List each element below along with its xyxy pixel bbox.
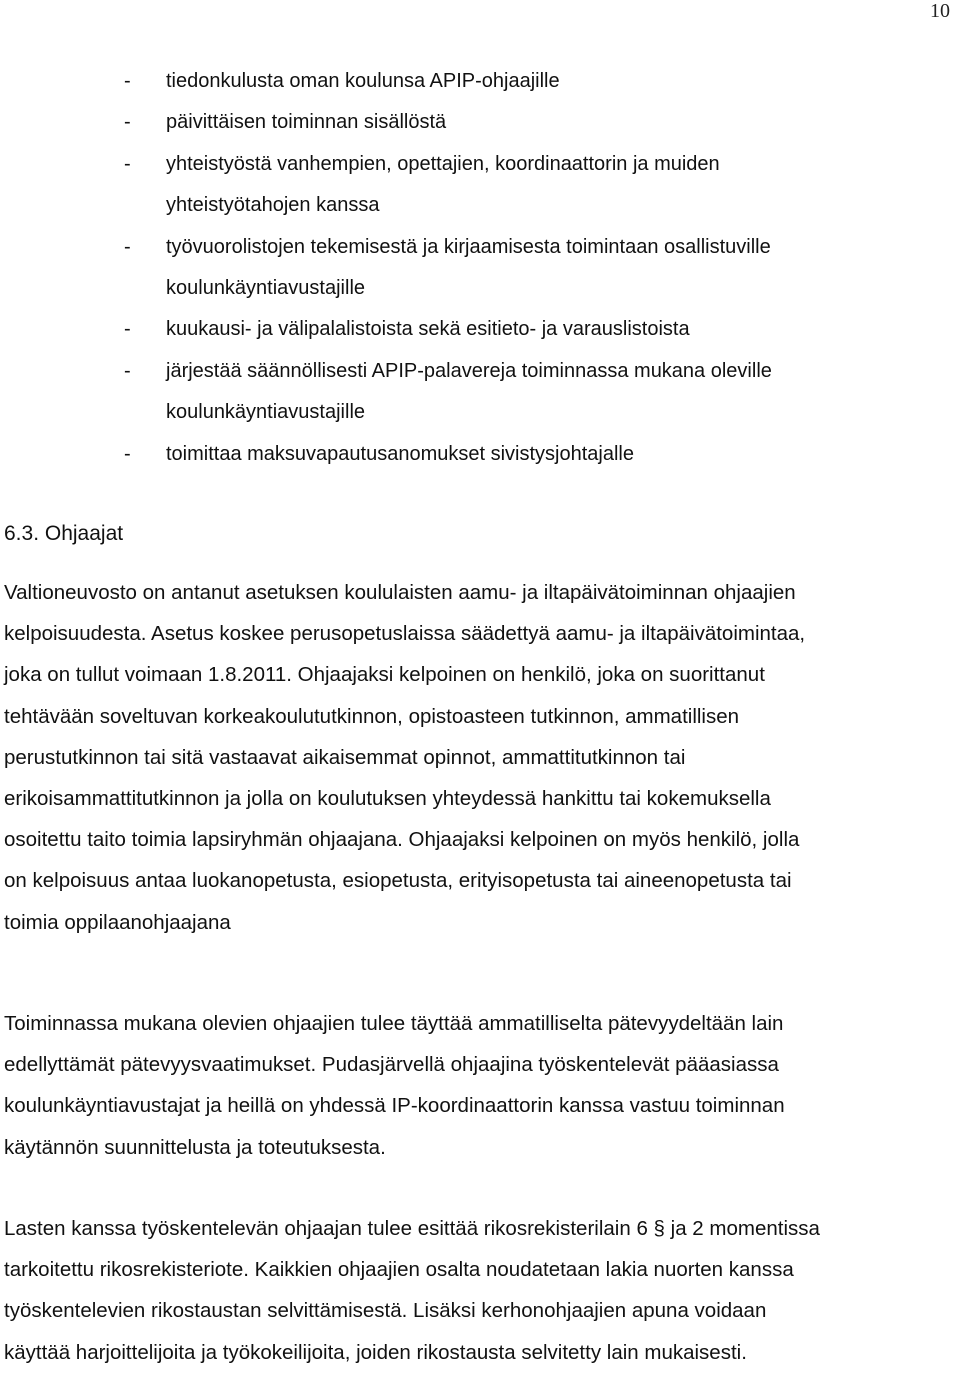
list-item-text: kuukausi- ja välipalalistoista sekä esitieto- ja varauslistoista: [166, 318, 690, 341]
paragraph-line: Toiminnassa mukana olevien ohjaajien tulee täyttää ammatilliselta pätevyydeltään lain: [4, 1012, 784, 1035]
list-item-text: yhteistyötahojen kanssa: [166, 194, 380, 217]
responsibility-list: [0, 61, 960, 475]
list-item-text: tiedonkulusta oman koulunsa APIP-ohjaajille: [166, 70, 560, 92]
list-item-continuation: [0, 268, 960, 309]
paragraph-line: tarkoitettu rikosrekisteriote. Kaikkien ohjaajien osalta noudatetaan lakia nuorten kanssa: [4, 1258, 794, 1282]
list-item-text: koulunkäyntiavustajille: [166, 276, 366, 299]
list-item: [0, 351, 960, 392]
list-item-text: päivittäisen toiminnan sisällöstä: [166, 111, 447, 134]
paragraph-line: toimia oppilaanohjaajana: [4, 910, 231, 934]
paragraph-line: kelpoisuudesta. Asetus koskee perusopetuslaissa säädettyä aamu- ja iltapäivätoimintaa,: [4, 622, 806, 646]
list-item-continuation: [0, 185, 960, 226]
list-item: [0, 309, 960, 350]
list-dash: -: [124, 152, 131, 175]
paragraph-asetus: [4, 572, 954, 943]
list-dash: -: [124, 318, 131, 341]
paragraph-line: Valtioneuvosto on antanut asetuksen koululaisten aamu- ja iltapäivätoiminnan ohjaajien: [4, 581, 796, 604]
list-dash: -: [124, 70, 131, 92]
list-item: [0, 227, 960, 268]
paragraph-line: on kelpoisuus antaa luokanopetusta, esiopetusta, erityisopetusta tai aineenopetusta tai: [4, 869, 792, 893]
paragraph-line: joka on tullut voimaan 1.8.2011. Ohjaajaksi kelpoinen on henkilö, joka on suorittanut: [4, 663, 765, 687]
list-item: [0, 102, 960, 143]
paragraph-line: käyttää harjoittelijoita ja työkokeilijoita, joiden rikostausta selvitetty lain mukaisesti.: [4, 1340, 747, 1364]
list-dash: -: [124, 235, 131, 258]
list-dash: -: [124, 442, 131, 465]
list-item-continuation: [0, 392, 960, 433]
paragraph-patevyys: [4, 1003, 954, 1168]
paragraph-line: tehtävään soveltuvan korkeakoulututkinnon, opistoasteen tutkinnon, ammatillisen: [4, 704, 740, 728]
paragraph-line: erikoisammattitutkinnon ja jolla on koulutuksen yhteydessä hankittu tai kokemuksella: [4, 787, 771, 811]
list-dash: -: [124, 111, 131, 134]
paragraph-line: käytännön suunnittelusta ja toteutuksesta.: [4, 1135, 386, 1159]
paragraph-rikosrekisteri: [4, 1208, 954, 1373]
paragraph-line: edellyttämät pätevyysvaatimukset. Pudasjärvellä ohjaajina työskentelevät pääasiassa: [4, 1053, 779, 1077]
paragraph-line: työskentelevien rikostaustan selvittämisestä. Lisäksi kerhonohjaajien apuna voidaan: [4, 1299, 767, 1323]
page-number: 10: [930, 0, 950, 22]
paragraph-line: osoitettu taito toimia lapsiryhmän ohjaajana. Ohjaajaksi kelpoinen on myös henkilö, jolla: [4, 828, 800, 852]
list-item: [0, 144, 960, 185]
list-item-text: koulunkäyntiavustajille: [166, 401, 366, 424]
paragraph-line: perustutkinnon tai sitä vastaavat aikaisemmat opinnot, ammattitutkinnon tai: [4, 745, 686, 769]
section-heading: 6.3. Ohjaajat: [4, 522, 124, 545]
list-item: [0, 434, 960, 475]
list-dash: -: [124, 359, 131, 382]
list-item-text: järjestää säännöllisesti APIP-palavereja toiminnassa mukana oleville: [166, 359, 772, 382]
list-item-text: toimittaa maksuvapautusanomukset sivistysjohtajalle: [166, 442, 634, 465]
list-item-text: yhteistyöstä vanhempien, opettajien, koordinaattorin ja muiden: [166, 152, 720, 175]
paragraph-line: Lasten kanssa työskentelevän ohjaajan tulee esittää rikosrekisterilain 6 § ja 2 momentissa: [4, 1217, 820, 1240]
list-item-text: työvuorolistojen tekemisestä ja kirjaamisesta toimintaan osallistuville: [166, 235, 771, 258]
list-item: [0, 61, 960, 102]
paragraph-line: koulunkäyntiavustajat ja heillä on yhdessä IP-koordinaattorin kanssa vastuu toiminnan: [4, 1094, 785, 1118]
